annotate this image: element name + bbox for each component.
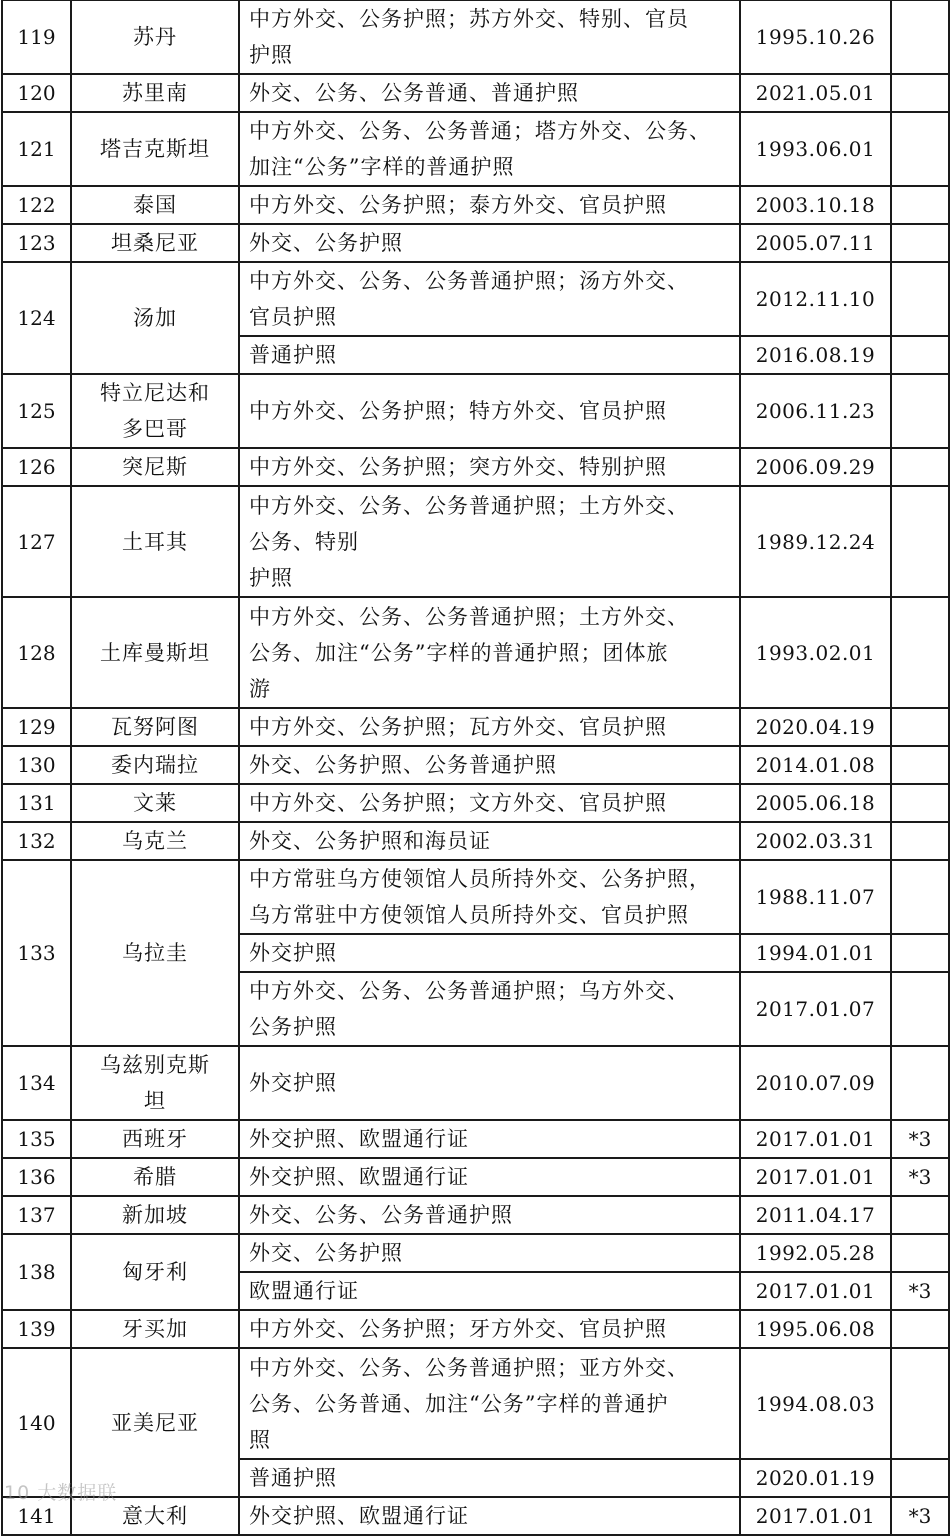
passport-type [239,972,740,1046]
watermark: 10 大数据联 [4,1482,118,1504]
passport-type-line: 中方外交、公务、公务普通；塔方外交、公务、 [249,119,711,143]
passport-type [239,1272,740,1310]
passport-type-line: 中方外交、公务护照；特方外交、官员护照 [249,399,667,423]
passport-type-line: 中方外交、公务、公务普通护照；亚方外交、 [249,1355,689,1380]
passport-type-line: 中方外交、公务护照；突方外交、特别护照 [249,455,667,479]
remark [891,1234,949,1272]
country-name-line: 乌拉圭 [122,941,188,965]
effective-date: 2006.11.23 [740,374,891,448]
country-name-line: 泰国 [133,193,177,217]
effective-date: 2002.03.31 [740,822,891,860]
country-name [71,822,239,860]
remark [891,262,949,336]
passport-type-line: 外交护照、欧盟通行证 [249,1127,469,1151]
country-name-line: 文莱 [133,791,177,815]
country-name [71,860,239,1046]
passport-type [239,486,740,597]
effective-date: 2020.04.19 [740,708,891,746]
table-row [2,746,949,784]
effective-date: 2003.10.18 [740,186,891,224]
effective-date: 1989.12.24 [740,486,891,597]
effective-date: 2021.05.01 [740,74,891,112]
effective-date: 2012.11.10 [740,262,891,336]
row-number: 140 [2,1348,71,1497]
country-name-line: 苏丹 [133,25,177,49]
passport-type-line: 中方外交、公务护照；瓦方外交、官员护照 [249,715,667,739]
effective-date: 2017.01.01 [740,1272,891,1310]
remark [891,597,949,708]
country-name [71,784,239,822]
passport-type-line: 游 [249,676,271,701]
row-number: 133 [2,860,71,1046]
table-row [2,1120,949,1158]
passport-type-line: 照 [249,1427,271,1452]
country-name-line: 新加坡 [122,1203,188,1227]
table-row [2,262,949,336]
passport-type-line: 普通护照 [249,1466,337,1490]
passport-type [239,746,740,784]
country-name [71,0,239,74]
remark [891,746,949,784]
remark [891,784,949,822]
passport-type [239,1310,740,1348]
country-name-line: 意大利 [122,1504,188,1528]
remark [891,972,949,1046]
remark [891,860,949,934]
table-row [2,486,949,597]
country-name-line: 多巴哥 [122,417,188,441]
passport-type-line: 中方常驻乌方使领馆人员所持外交、公务护照， [249,867,711,891]
passport-type-line: 外交护照 [249,941,337,965]
country-name [71,448,239,486]
passport-type [239,934,740,972]
remark [891,1348,949,1459]
passport-type-line: 中方外交、公务、公务普通护照；土方外交、 [249,604,689,629]
passport-type [239,1158,740,1196]
row-number: 135 [2,1120,71,1158]
passport-type-line: 中方外交、公务护照；牙方外交、官员护照 [249,1317,667,1341]
passport-type-line: 公务、公务普通、加注“公务”字样的普通护 [249,1391,669,1416]
passport-type-line: 中方外交、公务、公务普通护照；乌方外交、 [249,979,689,1003]
table-row [2,1234,949,1272]
remark [891,448,949,486]
passport-type-line: 公务、加注“公务”字样的普通护照；团体旅 [249,640,669,665]
remark [891,112,949,186]
table-body [2,0,949,1535]
row-number: 122 [2,186,71,224]
effective-date: 2005.06.18 [740,784,891,822]
passport-type-line: 普通护照 [249,343,337,367]
country-name [71,1120,239,1158]
country-name-line: 瓦努阿图 [111,715,199,739]
passport-type-line: 外交护照、欧盟通行证 [249,1504,469,1528]
effective-date: 2017.01.01 [740,1158,891,1196]
country-name-line: 亚美尼亚 [111,1410,199,1435]
passport-type [239,1196,740,1234]
country-name [71,708,239,746]
country-name-line: 希腊 [133,1165,177,1189]
country-name [71,1234,239,1310]
effective-date: 2006.09.29 [740,448,891,486]
table-row [2,1497,949,1535]
table-row [2,597,949,708]
table-row [2,448,949,486]
country-name [71,112,239,186]
passport-type [239,1348,740,1459]
effective-date: 2011.04.17 [740,1196,891,1234]
country-name [71,597,239,708]
table-row [2,1046,949,1120]
passport-type [239,597,740,708]
table-row [2,1348,949,1459]
row-number: 127 [2,486,71,597]
passport-type [239,860,740,934]
country-name [71,224,239,262]
country-name-line: 突尼斯 [122,455,188,479]
passport-type-line: 欧盟通行证 [249,1279,359,1303]
remark: *3 [891,1120,949,1158]
passport-type-line: 外交、公务护照和海员证 [249,829,491,853]
passport-type-line: 外交、公务、公务普通护照 [249,1203,513,1227]
passport-type [239,784,740,822]
effective-date: 2010.07.09 [740,1046,891,1120]
table-row [2,374,949,448]
country-name [71,1158,239,1196]
country-name [71,74,239,112]
country-name-line: 土库曼斯坦 [100,640,210,665]
effective-date: 2014.01.08 [740,746,891,784]
country-name-line: 西班牙 [122,1127,188,1151]
country-name-line: 土耳其 [122,529,188,554]
remark [891,0,949,74]
table-row [2,74,949,112]
passport-type-line: 外交、公务、公务普通、普通护照 [249,81,579,105]
table-row [2,0,949,74]
table-row [2,224,949,262]
effective-date: 1993.06.01 [740,112,891,186]
remark [891,934,949,972]
passport-type [239,186,740,224]
country-name-line: 乌克兰 [122,829,188,853]
table-row [2,112,949,186]
effective-date: 2020.01.19 [740,1459,891,1497]
passport-type-line: 护照 [249,565,293,590]
row-number: 126 [2,448,71,486]
table-row [2,1310,949,1348]
row-number: 119 [2,0,71,74]
row-number: 137 [2,1196,71,1234]
remark [891,336,949,374]
passport-type-line: 中方外交、公务护照；泰方外交、官员护照 [249,193,667,217]
passport-type-line: 外交、公务护照 [249,1241,403,1265]
passport-type-line: 中方外交、公务护照；苏方外交、特别、官员 [249,7,689,31]
country-name [71,1196,239,1234]
effective-date: 2005.07.11 [740,224,891,262]
passport-type-line: 外交、公务护照、公务普通护照 [249,753,557,777]
visa-exemption-table [1,0,950,1536]
passport-type-line: 外交护照 [249,1071,337,1095]
remark [891,1459,949,1497]
effective-date: 2017.01.07 [740,972,891,1046]
row-number: 128 [2,597,71,708]
passport-type [239,1234,740,1272]
row-number: 125 [2,374,71,448]
country-name-line: 牙买加 [122,1317,188,1341]
passport-type-line: 加注“公务”字样的普通护照 [249,155,515,179]
passport-type [239,822,740,860]
row-number: 130 [2,746,71,784]
table-row [2,708,949,746]
passport-type [239,1120,740,1158]
remark [891,186,949,224]
passport-type [239,0,740,74]
country-name-line: 乌兹别克斯 [100,1053,210,1077]
table-row [2,186,949,224]
country-name-line: 匈牙利 [122,1260,188,1284]
remark [891,1310,949,1348]
country-name [71,186,239,224]
table-row [2,860,949,934]
passport-type [239,1046,740,1120]
row-number: 132 [2,822,71,860]
country-name [71,486,239,597]
country-name [71,1348,239,1497]
row-number: 121 [2,112,71,186]
passport-type-line: 中方外交、公务、公务普通护照；土方外交、 [249,493,689,518]
row-number: 136 [2,1158,71,1196]
remark [891,708,949,746]
passport-type [239,708,740,746]
remark [891,224,949,262]
passport-type [239,448,740,486]
passport-type [239,74,740,112]
passport-type-line: 公务护照 [249,1015,337,1039]
country-name-line: 汤加 [133,306,177,330]
passport-type-line: 护照 [249,43,293,67]
country-name-line: 坦 [144,1089,166,1113]
row-number: 131 [2,784,71,822]
row-number: 139 [2,1310,71,1348]
remark [891,374,949,448]
row-number: 124 [2,262,71,374]
country-name [71,262,239,374]
remark [891,1196,949,1234]
row-number: 134 [2,1046,71,1120]
country-name-line: 委内瑞拉 [111,753,199,777]
remark: *3 [891,1497,949,1535]
row-number: 138 [2,1234,71,1310]
passport-type [239,262,740,336]
passport-type-line: 中方外交、公务护照；文方外交、官员护照 [249,791,667,815]
table-row [2,822,949,860]
passport-type-line: 公务、特别 [249,529,359,554]
country-name-line: 塔吉克斯坦 [100,137,210,161]
passport-type [239,1497,740,1535]
remark [891,822,949,860]
remark: *3 [891,1158,949,1196]
remark: *3 [891,1272,949,1310]
row-number: 120 [2,74,71,112]
remark [891,486,949,597]
country-name-line: 苏里南 [122,81,188,105]
passport-type-line: 中方外交、公务、公务普通护照；汤方外交、 [249,269,689,293]
row-number: 123 [2,224,71,262]
passport-type [239,224,740,262]
country-name [71,1310,239,1348]
country-name-line: 坦桑尼亚 [111,231,199,255]
effective-date: 1995.10.26 [740,0,891,74]
passport-type [239,374,740,448]
passport-type-line: 乌方常驻中方使领馆人员所持外交、官员护照 [249,903,689,927]
effective-date: 1992.05.28 [740,1234,891,1272]
passport-type [239,336,740,374]
table-row [2,784,949,822]
effective-date: 2017.01.01 [740,1497,891,1535]
table-row [2,1196,949,1234]
passport-type-line: 外交护照、欧盟通行证 [249,1165,469,1189]
passport-type [239,112,740,186]
passport-type-line: 外交、公务护照 [249,231,403,255]
country-name [71,374,239,448]
country-name [71,746,239,784]
table-row [2,1158,949,1196]
effective-date: 1988.11.07 [740,860,891,934]
row-number: 141 [2,1497,71,1535]
remark [891,74,949,112]
effective-date: 1995.06.08 [740,1310,891,1348]
row-number: 129 [2,708,71,746]
effective-date: 1994.08.03 [740,1348,891,1459]
effective-date: 2016.08.19 [740,336,891,374]
country-name-line: 特立尼达和 [100,381,210,405]
country-name [71,1046,239,1120]
passport-type-line: 官员护照 [249,305,337,329]
effective-date: 1994.01.01 [740,934,891,972]
remark [891,1046,949,1120]
effective-date: 2017.01.01 [740,1120,891,1158]
passport-type [239,1459,740,1497]
effective-date: 1993.02.01 [740,597,891,708]
